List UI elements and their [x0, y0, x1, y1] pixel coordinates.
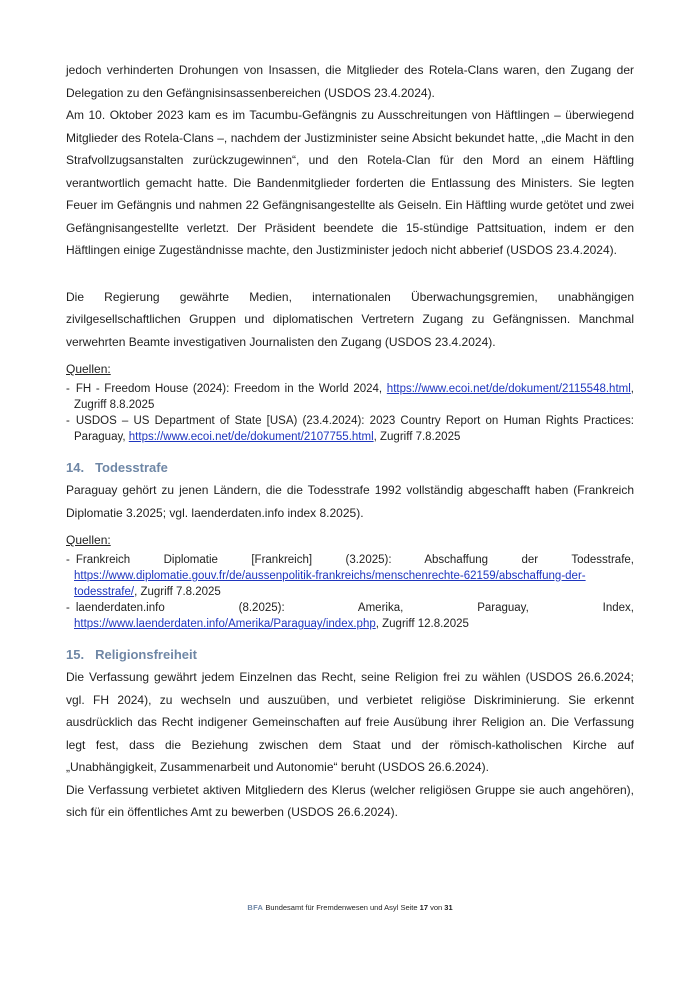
paragraph-prison-access: Die Regierung gewährte Medien, internationalen Überwachungsgremien, unabhängigen zivilgesellschaftlichen Gruppen und diplomatischen Vertretern Zugang zu Gefängnissen. Manchmal verwehrten Beamte investigativen Journalisten den Zugang (USDOS 23.4.2024). [66, 289, 634, 349]
source-item-fh [66, 381, 634, 413]
list-dash: - [66, 602, 70, 614]
source-text-post: , Zugriff 7.8.2025 [134, 586, 221, 598]
list-dash: - [66, 383, 70, 395]
source-link-diplomatie-gouv[interactable]: https://www.diplomatie.gouv.fr/de/aussenpolitik-frankreichs/menschenrechte-62159/abschaffung-der-todesstrafe/ [74, 570, 586, 598]
paragraph-religion-constitution: Die Verfassung gewährt jedem Einzelnen das Recht, seine Religion frei zu wählen (USDOS 26.6.2024; vgl. FH 2024), zu wechseln und auszuüben, und verbietet religiöse Diskriminierung. Sie erkennt ausdrücklich das Recht indigener Gemeinschaften auf freie Ausübung ihrer Religion an. Die Verfassung legt fest, dass die Beziehung zwischen dem Staat und der römisch-katholischen Kirche auf „Unabhängigkeit, Zusammenarbeit und Autonomie“ beruht (USDOS 26.6.2024). [66, 670, 634, 774]
source-link-ecoi-2107755[interactable]: https://www.ecoi.net/de/dokument/2107755.html [128, 431, 374, 443]
footer-of-label: von [430, 903, 443, 912]
source-text-post: , Zugriff 7.8.2025 [373, 431, 461, 443]
sources-list-death [66, 552, 634, 632]
source-text-pre: Frankreich Diplomatie [Frankreich] (3.2025): Abschaffung der Todesstrafe, [75, 554, 634, 566]
paragraph-death-penalty: Paraguay gehört zu jenen Ländern, die die Todesstrafe 1992 vollständig abgeschafft haben (Frankreich Diplomatie 3.2025; vgl. laenderdaten.info index 8.2025). [66, 483, 634, 520]
section-heading-religionsfreiheit [66, 644, 634, 666]
source-text-pre: FH - Freedom House (2024): Freedom in the World 2024, [75, 383, 383, 395]
section-title: Todesstrafe [95, 460, 168, 475]
section-number: 14. [66, 460, 85, 475]
source-text-post: , Zugriff 8.8.2025 [74, 383, 634, 411]
source-link-ecoi-2115548[interactable]: https://www.ecoi.net/de/dokument/2115548.html [386, 383, 631, 395]
footer-page-number: 17 [419, 903, 428, 912]
section-number: 15. [66, 647, 85, 662]
sources-label-prison: Quellen: [66, 362, 111, 376]
section-title: Religionsfreiheit [95, 647, 197, 662]
source-item-usdos [66, 413, 634, 445]
footer-org-name: Bundesamt für Fremdenwesen und Asyl [265, 903, 399, 912]
source-item-frankreich-diplomatie [66, 552, 634, 600]
bfa-logo: BFA [247, 903, 264, 912]
paragraph-spacer [66, 262, 634, 286]
page-footer [0, 902, 700, 914]
footer-total-pages: 31 [444, 903, 453, 912]
list-dash: - [66, 554, 70, 566]
sources-list-prison [66, 381, 634, 445]
source-link-laenderdaten[interactable]: https://www.laenderdaten.info/Amerika/Paraguay/index.php [74, 618, 376, 630]
paragraph-prison-intro: jedoch verhinderten Drohungen von Insassen, die Mitglieder des Rotela-Clans waren, den Zugang der Delegation zu den Gefängnisinsassenbereichen (USDOS 23.4.2024). [66, 63, 634, 100]
paragraph-religion-clergy: Die Verfassung verbietet aktiven Mitgliedern des Klerus (welcher religiösen Gruppe sie auch angehören), sich für ein öffentliches Amt zu bewerben (USDOS 26.6.2024). [66, 782, 634, 819]
list-dash: - [66, 415, 70, 427]
footer-page-label: Seite [400, 903, 418, 912]
paragraph-prison-riot: Am 10. Oktober 2023 kam es im Tacumbu-Gefängnis zu Ausschreitungen von Häftlingen – überwiegend Mitglieder des Rotela-Clans –, nachdem der Justizminister seine Absicht bekundet hatte, „die Macht in den Strafvollzugsanstalten zurückzugewinnen“, und den Rotela-Clan für den Mord an einem Häftling verantwortlich gemacht hatte. Die Bandenmitglieder forderten die Entlassung des Ministers. Sie legten Feuer im Gefängnis und nahmen 22 Gefängnisangestellte als Geiseln. Ein Häftling wurde getötet und zwei Gefängnisangestellte verletzt. Der Präsident beendete die 15-stündige Pattsituation, indem er den Häftlingen einige Zugeständnisse machte, den Justizminister jedoch nicht abberief (USDOS 23.4.2024). [66, 108, 634, 257]
source-item-laenderdaten [66, 600, 634, 632]
sources-label-death: Quellen: [66, 533, 111, 547]
source-text-pre: USDOS – US Department of State [USA) (23.4.2024): 2023 Country Report on Human Rights Practices: Paraguay, [74, 415, 634, 443]
source-text-post: , Zugriff 12.8.2025 [375, 618, 469, 630]
section-heading-todesstrafe [66, 457, 634, 479]
source-text-pre: laenderdaten.info (8.2025): Amerika, Paraguay, Index, [75, 602, 634, 614]
